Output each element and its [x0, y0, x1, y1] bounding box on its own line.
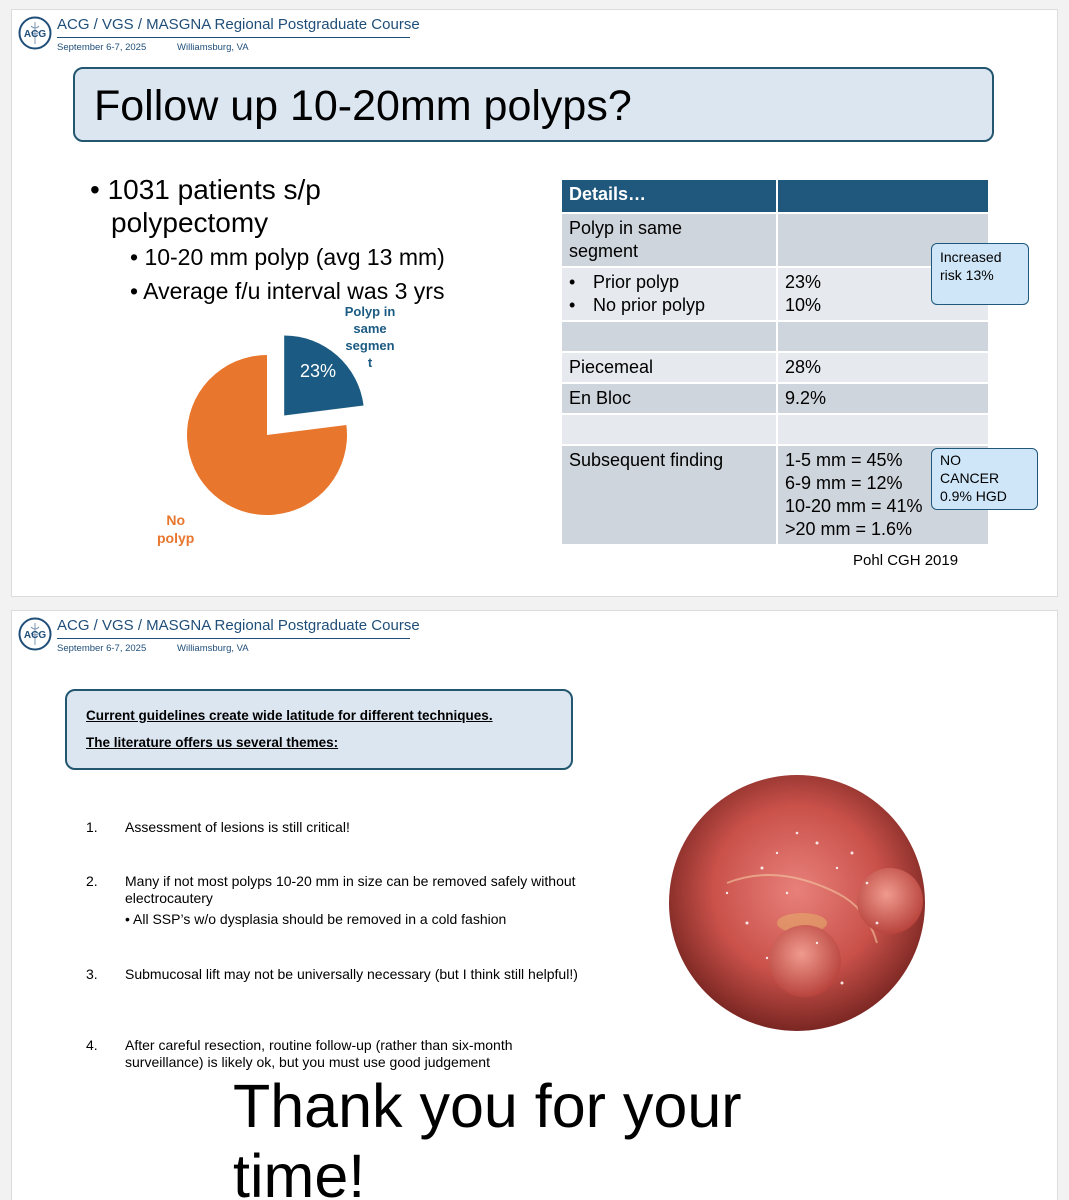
- bullet-polyp-size: • 10-20 mm polyp (avg 13 mm): [130, 244, 445, 270]
- table-row: [561, 445, 989, 545]
- citation: Pohl CGH 2019: [853, 552, 959, 569]
- theme-number: 1.: [86, 819, 98, 835]
- acg-logo: [18, 617, 52, 651]
- table-row: [561, 321, 989, 352]
- table-cell: 28%: [777, 352, 989, 383]
- table-cell: 1-5 mm = 45% 6-9 mm = 12% 10-20 mm = 41% >20 mm = 1.6%: [777, 445, 989, 545]
- thank-you-text: Thank you for your time!: [233, 1072, 742, 1200]
- callout-no-cancer: NO CANCER 0.9% HGD: [931, 448, 1038, 510]
- table-cell: Piecemeal: [561, 352, 777, 383]
- polyp-shape: [857, 868, 923, 934]
- table-cell: 23% 10%: [777, 267, 989, 321]
- callout-increased-risk: Increased risk 13%: [931, 243, 1029, 305]
- slide-title: Follow up 10-20mm polyps?: [94, 82, 632, 130]
- table-row: [561, 352, 989, 383]
- theme-text: Many if not most polyps 10-20 mm in size can be removed safely without electrocautery: [125, 873, 576, 906]
- guidelines-line: The literature offers us several themes:: [86, 735, 339, 750]
- table-row: [561, 267, 989, 321]
- logo-text: ACG: [23, 630, 47, 641]
- theme-text: Assessment of lesions is still critical!: [125, 819, 350, 835]
- table-cell: [561, 321, 777, 352]
- pie-value-label: 23%: [300, 361, 337, 381]
- title-box: [73, 67, 994, 142]
- table-cell: 9.2%: [777, 383, 989, 414]
- course-date: September 6-7, 2025: [57, 643, 147, 654]
- table-cell: Subsequent finding: [561, 445, 777, 545]
- table-cell: • Prior polyp • No prior polyp: [561, 267, 777, 321]
- course-date: September 6-7, 2025: [57, 42, 147, 53]
- slide-follow-up: [12, 10, 1057, 596]
- table-row: [561, 414, 989, 445]
- pie-label-polyp: Polyp in same segmen t: [344, 304, 396, 370]
- pie-label-no-polyp: No polyp: [157, 512, 195, 546]
- theme-text: After careful resection, routine follow-up (rather than six-month surveillance) is likely ok, but you must use good judgement: [125, 1037, 513, 1070]
- course-title: ACG / VGS / MASGNA Regional Postgraduate Course: [57, 617, 420, 634]
- table-header-row: [561, 179, 989, 213]
- theme-number: 2.: [86, 873, 98, 889]
- details-table: [560, 178, 990, 546]
- bullet-interval: • Average f/u interval was 3 yrs: [130, 278, 445, 304]
- guidelines-box: [65, 689, 573, 770]
- table-cell: [777, 414, 989, 445]
- table-cell: En Bloc: [561, 383, 777, 414]
- bullet-patients: • 1031 patients s/p: [90, 174, 321, 205]
- course-location: Williamsburg, VA: [177, 643, 249, 654]
- theme-number: 3.: [86, 966, 98, 982]
- table-cell: [561, 414, 777, 445]
- table-header-cell: [777, 179, 989, 213]
- polyp-shape: [769, 925, 841, 997]
- course-location: Williamsburg, VA: [177, 42, 249, 53]
- table-row: [561, 383, 989, 414]
- theme-subitem: • All SSP’s w/o dysplasia should be removed in a cold fashion: [125, 911, 507, 927]
- table-row: [561, 213, 989, 267]
- header-divider: [57, 638, 410, 639]
- logo-text: ACG: [23, 29, 47, 40]
- table-header-cell: Details…: [561, 179, 777, 213]
- slide-themes: [12, 611, 1057, 1200]
- acg-logo: [18, 16, 52, 50]
- theme-text: Submucosal lift may not be universally necessary (but I think still helpful!): [125, 966, 578, 982]
- header-divider: [57, 37, 410, 38]
- table-cell: Polyp in same segment: [561, 213, 777, 267]
- endoscopy-image: [667, 773, 927, 1033]
- guidelines-line: Current guidelines create wide latitude for different techniques.: [86, 708, 493, 723]
- theme-number: 4.: [86, 1037, 98, 1053]
- table-cell: [777, 321, 989, 352]
- bullet-patients-cont: polypectomy: [111, 207, 269, 238]
- course-title: ACG / VGS / MASGNA Regional Postgraduate Course: [57, 16, 420, 33]
